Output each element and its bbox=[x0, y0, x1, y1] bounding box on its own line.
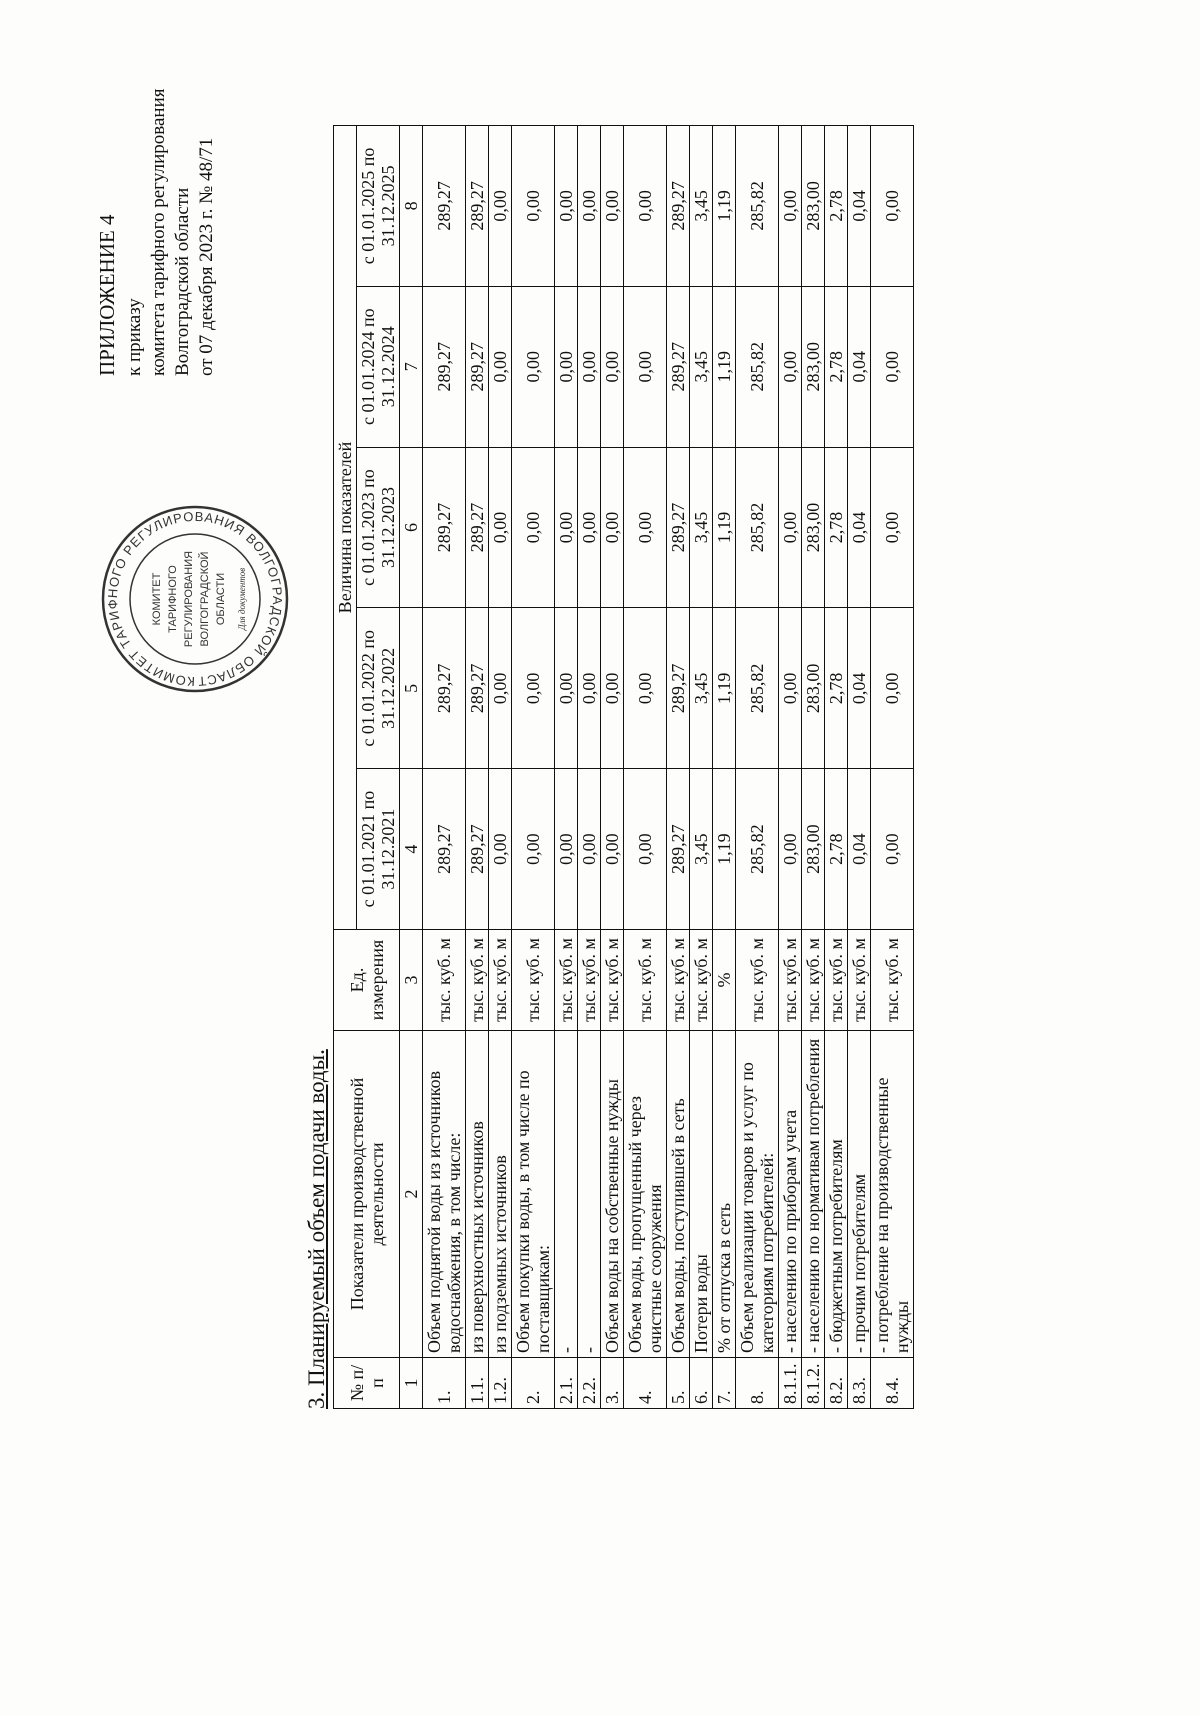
row-number: 2.2. bbox=[578, 1358, 601, 1409]
row-value: 289,27 bbox=[667, 447, 690, 608]
header-period: с 01.01.2023 по 31.12.2023 bbox=[357, 447, 400, 608]
svg-text:КОМИТЕТ ТАРИФНОГО РЕГУЛИРОВАНИ: КОМИТЕТ ТАРИФНОГО РЕГУЛИРОВАНИЯ ВОЛГОГРАДСКОЙ ОБЛАСТ bbox=[104, 508, 286, 690]
row-value: 0,00 bbox=[489, 286, 512, 447]
row-value: 0,00 bbox=[512, 126, 555, 287]
row-indicator: из поверхностных источников bbox=[466, 1031, 489, 1358]
row-value: 0,00 bbox=[578, 608, 601, 769]
column-number: 5 bbox=[400, 608, 423, 769]
row-value: 0,00 bbox=[489, 769, 512, 930]
header-num: № п/п bbox=[334, 1358, 400, 1409]
row-number: 8.1.1. bbox=[779, 1358, 802, 1409]
row-value: 283,00 bbox=[802, 286, 825, 447]
row-unit: тыс. куб. м bbox=[555, 930, 578, 1031]
row-indicator: Объем воды, поступившей в сеть bbox=[667, 1031, 690, 1358]
row-value: 0,00 bbox=[578, 769, 601, 930]
row-value: 289,27 bbox=[423, 608, 466, 769]
row-value: 285,82 bbox=[736, 447, 779, 608]
row-value: 289,27 bbox=[423, 447, 466, 608]
appendix-title: ПРИЛОЖЕНИЕ 4 bbox=[95, 214, 119, 376]
row-value: 283,00 bbox=[802, 608, 825, 769]
row-value: 1,19 bbox=[713, 608, 736, 769]
svg-text:РЕГУЛИРОВАНИЯ: РЕГУЛИРОВАНИЯ bbox=[183, 550, 195, 648]
row-value: 0,00 bbox=[555, 126, 578, 287]
svg-text:КОМИТЕТ: КОМИТЕТ bbox=[151, 572, 163, 626]
row-unit: тыс. куб. м bbox=[871, 930, 914, 1031]
row-value: 0,00 bbox=[601, 126, 624, 287]
row-indicator: % от отпуска в сеть bbox=[713, 1031, 736, 1358]
row-value: 0,00 bbox=[555, 286, 578, 447]
row-number: 2.1. bbox=[555, 1358, 578, 1409]
row-value: 285,82 bbox=[736, 126, 779, 287]
row-unit: тыс. куб. м bbox=[779, 930, 802, 1031]
row-value: 0,04 bbox=[848, 608, 871, 769]
row-value: 2,78 bbox=[825, 126, 848, 287]
row-value: 0,00 bbox=[779, 126, 802, 287]
row-value: 2,78 bbox=[825, 608, 848, 769]
row-value: 3,45 bbox=[690, 769, 713, 930]
row-value: 0,00 bbox=[871, 608, 914, 769]
row-value: 0,00 bbox=[779, 608, 802, 769]
row-value: 0,00 bbox=[578, 126, 601, 287]
row-indicator: из подземных источников bbox=[489, 1031, 512, 1358]
header-group: Величина показателей bbox=[334, 126, 357, 930]
row-value: 1,19 bbox=[713, 126, 736, 287]
row-value: 289,27 bbox=[667, 769, 690, 930]
header-period: с 01.01.2025 по 31.12.2025 bbox=[357, 126, 400, 287]
column-number: 4 bbox=[400, 769, 423, 930]
table-row bbox=[736, 126, 779, 1409]
row-value: 3,45 bbox=[690, 126, 713, 287]
table-row bbox=[578, 126, 601, 1409]
row-value: 289,27 bbox=[466, 608, 489, 769]
table-row bbox=[848, 126, 871, 1409]
row-number: 8.3. bbox=[848, 1358, 871, 1409]
row-indicator: - потребление на производственные нужды bbox=[871, 1031, 914, 1358]
row-value: 283,00 bbox=[802, 769, 825, 930]
row-value: 0,04 bbox=[848, 769, 871, 930]
row-number: 6. bbox=[690, 1358, 713, 1409]
svg-text:Для документов: Для документов bbox=[237, 567, 247, 631]
row-value: 2,78 bbox=[825, 447, 848, 608]
appendix-line-1: к приказу bbox=[124, 298, 145, 376]
column-number: 1 bbox=[400, 1358, 423, 1409]
svg-text:ОБЛАСТИ: ОБЛАСТИ bbox=[215, 572, 227, 626]
row-value: 0,00 bbox=[601, 608, 624, 769]
header-unit: Ед. измерения bbox=[334, 930, 400, 1031]
row-number: 1.2. bbox=[489, 1358, 512, 1409]
row-value: 2,78 bbox=[825, 769, 848, 930]
row-value: 0,00 bbox=[555, 769, 578, 930]
row-value: 289,27 bbox=[423, 286, 466, 447]
table-row bbox=[871, 126, 914, 1409]
row-number: 3. bbox=[601, 1358, 624, 1409]
row-unit: тыс. куб. м bbox=[624, 930, 667, 1031]
official-seal bbox=[100, 504, 290, 694]
row-value: 289,27 bbox=[466, 126, 489, 287]
row-value: 289,27 bbox=[667, 286, 690, 447]
row-unit: тыс. куб. м bbox=[578, 930, 601, 1031]
row-unit: % bbox=[713, 930, 736, 1031]
row-value: 0,00 bbox=[624, 447, 667, 608]
row-value: 0,00 bbox=[578, 447, 601, 608]
row-value: 0,00 bbox=[871, 286, 914, 447]
svg-text:ТАРИФНОГО: ТАРИФНОГО bbox=[167, 565, 179, 633]
row-indicator: Объем воды, пропущенный через очистные сооружения bbox=[624, 1031, 667, 1358]
table-row bbox=[667, 126, 690, 1409]
row-value: 0,04 bbox=[848, 447, 871, 608]
row-value: 1,19 bbox=[713, 286, 736, 447]
row-unit: тыс. куб. м bbox=[690, 930, 713, 1031]
row-value: 283,00 bbox=[802, 447, 825, 608]
row-value: 289,27 bbox=[466, 769, 489, 930]
row-value: 0,00 bbox=[489, 608, 512, 769]
row-number: 8.4. bbox=[871, 1358, 914, 1409]
row-number: 7. bbox=[713, 1358, 736, 1409]
table-header-row bbox=[334, 126, 357, 1409]
table-body bbox=[423, 126, 914, 1409]
row-number: 8.1.2. bbox=[802, 1358, 825, 1409]
table-row bbox=[825, 126, 848, 1409]
row-value: 0,00 bbox=[601, 447, 624, 608]
row-value: 289,27 bbox=[466, 286, 489, 447]
row-value: 0,00 bbox=[779, 769, 802, 930]
row-value: 3,45 bbox=[690, 286, 713, 447]
row-indicator: - населению по приборам учета bbox=[779, 1031, 802, 1358]
row-value: 0,00 bbox=[624, 608, 667, 769]
header-period: с 01.01.2022 по 31.12.2022 bbox=[357, 608, 400, 769]
row-number: 8. bbox=[736, 1358, 779, 1409]
table-row bbox=[779, 126, 802, 1409]
row-number: 1. bbox=[423, 1358, 466, 1409]
header-period: с 01.01.2024 по 31.12.2024 bbox=[357, 286, 400, 447]
row-number: 2. bbox=[512, 1358, 555, 1409]
table-row bbox=[802, 126, 825, 1409]
row-value: 285,82 bbox=[736, 769, 779, 930]
seal-graphic bbox=[100, 504, 290, 694]
row-unit: тыс. куб. м bbox=[466, 930, 489, 1031]
row-value: 0,00 bbox=[624, 126, 667, 287]
column-number: 6 bbox=[400, 447, 423, 608]
appendix-header bbox=[95, 16, 219, 376]
section-title: 3. Планируемый объем подачи воды. bbox=[304, 1049, 329, 1409]
row-value: 0,00 bbox=[489, 447, 512, 608]
row-value: 3,45 bbox=[690, 608, 713, 769]
row-value: 0,00 bbox=[871, 769, 914, 930]
row-unit: тыс. куб. м bbox=[423, 930, 466, 1031]
table-row bbox=[466, 126, 489, 1409]
row-value: 0,00 bbox=[871, 126, 914, 287]
row-unit: тыс. куб. м bbox=[667, 930, 690, 1031]
row-value: 1,19 bbox=[713, 769, 736, 930]
row-value: 285,82 bbox=[736, 286, 779, 447]
row-value: 289,27 bbox=[466, 447, 489, 608]
table-row bbox=[512, 126, 555, 1409]
table-row bbox=[713, 126, 736, 1409]
row-indicator: - населению по нормативам потребления bbox=[802, 1031, 825, 1358]
table-row bbox=[555, 126, 578, 1409]
table-row bbox=[601, 126, 624, 1409]
row-unit: тыс. куб. м bbox=[736, 930, 779, 1031]
table-row bbox=[690, 126, 713, 1409]
row-unit: тыс. куб. м bbox=[512, 930, 555, 1031]
column-number: 3 bbox=[400, 930, 423, 1031]
row-indicator: Объем реализации товаров и услуг по категориям потребителей: bbox=[736, 1031, 779, 1358]
row-value: 289,27 bbox=[667, 608, 690, 769]
svg-text:ВОЛГОГРАДСКОЙ: ВОЛГОГРАДСКОЙ bbox=[199, 551, 211, 647]
row-value: 1,19 bbox=[713, 447, 736, 608]
table-row bbox=[423, 126, 466, 1409]
row-value: 0,00 bbox=[601, 286, 624, 447]
row-value: 0,00 bbox=[779, 286, 802, 447]
table-row bbox=[489, 126, 512, 1409]
row-value: 0,04 bbox=[848, 286, 871, 447]
header-name: Показатели производственной деятельности bbox=[334, 1031, 400, 1358]
row-indicator: Объем поднятой воды из источников водоснабжения, в том числе: bbox=[423, 1031, 466, 1358]
row-value: 0,00 bbox=[489, 126, 512, 287]
row-value: 0,00 bbox=[624, 769, 667, 930]
row-indicator: Объем покупки воды, в том числе по поставщикам: bbox=[512, 1031, 555, 1358]
row-value: 0,00 bbox=[512, 769, 555, 930]
header-period: с 01.01.2021 по 31.12.2021 bbox=[357, 769, 400, 930]
row-value: 0,00 bbox=[779, 447, 802, 608]
row-indicator: - прочим потребителям bbox=[848, 1031, 871, 1358]
row-value: 0,00 bbox=[601, 769, 624, 930]
row-value: 3,45 bbox=[690, 447, 713, 608]
row-indicator: - bbox=[555, 1031, 578, 1358]
row-value: 0,04 bbox=[848, 126, 871, 287]
row-value: 289,27 bbox=[423, 769, 466, 930]
row-number: 4. bbox=[624, 1358, 667, 1409]
row-value: 285,82 bbox=[736, 608, 779, 769]
water-supply-table bbox=[333, 125, 914, 1409]
row-unit: тыс. куб. м bbox=[802, 930, 825, 1031]
row-value: 0,00 bbox=[555, 608, 578, 769]
row-number: 5. bbox=[667, 1358, 690, 1409]
row-indicator: - bbox=[578, 1031, 601, 1358]
row-value: 0,00 bbox=[512, 608, 555, 769]
row-value: 0,00 bbox=[871, 447, 914, 608]
row-value: 0,00 bbox=[512, 447, 555, 608]
row-indicator: - бюджетным потребителям bbox=[825, 1031, 848, 1358]
table-colnum-row bbox=[400, 126, 423, 1409]
row-number: 8.2. bbox=[825, 1358, 848, 1409]
column-number: 8 bbox=[400, 126, 423, 287]
row-indicator: Объем воды на собственные нужды bbox=[601, 1031, 624, 1358]
row-value: 289,27 bbox=[423, 126, 466, 287]
row-indicator: Потери воды bbox=[690, 1031, 713, 1358]
row-value: 0,00 bbox=[624, 286, 667, 447]
row-value: 289,27 bbox=[667, 126, 690, 287]
column-number: 7 bbox=[400, 286, 423, 447]
appendix-line-3: Волгоградской области bbox=[172, 187, 193, 376]
row-value: 283,00 bbox=[802, 126, 825, 287]
row-number: 1.1. bbox=[466, 1358, 489, 1409]
row-unit: тыс. куб. м bbox=[601, 930, 624, 1031]
row-value: 0,00 bbox=[578, 286, 601, 447]
row-value: 0,00 bbox=[512, 286, 555, 447]
column-number: 2 bbox=[400, 1031, 423, 1358]
row-value: 2,78 bbox=[825, 286, 848, 447]
appendix-line-4: от 07 декабря 2023 г. № 48/71 bbox=[196, 137, 217, 376]
appendix-line-2: комитета тарифного регулирования bbox=[148, 88, 169, 376]
row-value: 0,00 bbox=[555, 447, 578, 608]
row-unit: тыс. куб. м bbox=[848, 930, 871, 1031]
row-unit: тыс. куб. м bbox=[489, 930, 512, 1031]
row-unit: тыс. куб. м bbox=[825, 930, 848, 1031]
table-row bbox=[624, 126, 667, 1409]
